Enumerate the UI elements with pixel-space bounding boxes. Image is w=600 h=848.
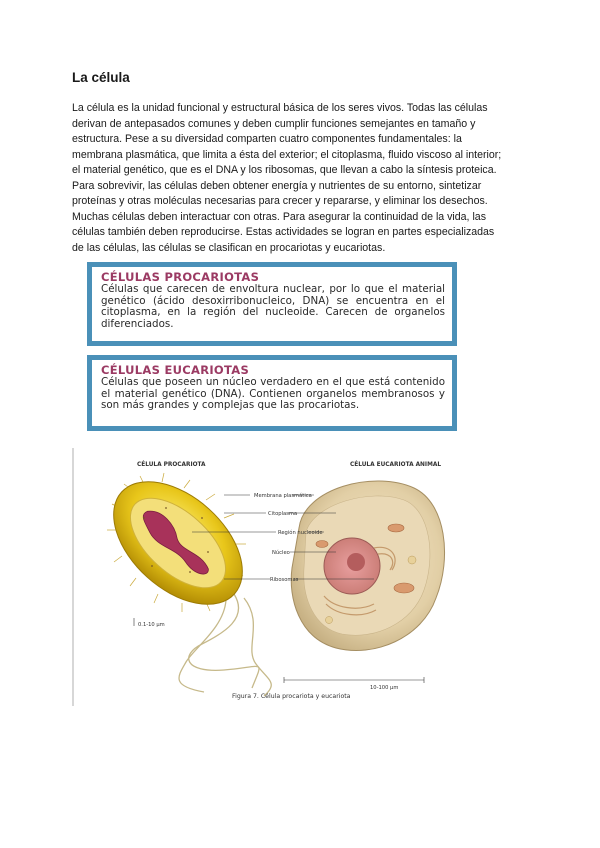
scale-right: 10-100 μm: [370, 685, 399, 691]
intro-line: Muchas células deben interactuar con otras. Para asegurar la continuidad de la vida, las: [72, 210, 486, 223]
intro-line: estructura. Pese a su diversidad comparten cuatro componentes fundamentales: la: [72, 133, 462, 145]
intro-line: proteínas y otras moléculas necesarias para crecer y repararse, y eliminar los desechos.: [72, 195, 488, 207]
intro-line: La célula es la unidad funcional y estructural básica de los seres vivos. Todas las células: [72, 102, 488, 114]
label-citoplasma: Citoplasma: [268, 511, 298, 517]
procariotas-title: CÉLULAS PROCARIOTAS: [101, 270, 260, 284]
scale-left: 0.1-10 μm: [138, 622, 165, 628]
intro-line: derivan de antepasados comunes y deben cumplir funciones semejantes en tamaño y: [72, 117, 476, 130]
right-figure-title: CÉLULA EUCARIOTA ANIMAL: [350, 462, 442, 468]
label-nucleo: Núcleo: [272, 550, 290, 556]
eucariotas-text: Células que poseen un núcleo verdadero en el que está contenido el material genético (DNA). Contienen organelos membranosos y son más grandes y complejas que las procariotas.: [101, 376, 445, 412]
left-figure-title: CÉLULA PROCARIOTA: [137, 462, 206, 468]
procariotas-box: [87, 262, 457, 346]
label-membrana: Membrana plasmática: [254, 493, 312, 499]
label-ribosomas: Ribosomas: [270, 577, 299, 583]
procariotas-text: Células que carecen de envoltura nuclear, por lo que el material genético (ácido desoxirribonucleico, DNA) se encuentra en el citoplasma, en la región del nucleoide. Carecen de organelos diferenciados.: [101, 283, 445, 330]
eucariotas-title: CÉLULAS EUCARIOTAS: [101, 363, 250, 377]
figure-caption: Figura 7. Célula procariota y eucariota: [232, 693, 351, 700]
cell-illustration: [74, 448, 454, 706]
cell-figure: [72, 448, 454, 706]
intro-line: Para sobrevivir, las células deben obtener energía y nutrientes de su entorno, sintetizar: [72, 179, 482, 192]
scale-bar-right: [284, 677, 424, 691]
bacterium-cell: [91, 458, 266, 628]
intro-line: de las células, las células se clasifican en procariotas y eucariotas.: [72, 241, 386, 254]
page-title: La célula: [72, 70, 130, 85]
intro-line: el material genético, que es el DNA y los ribosomas, que llevan a cabo la síntesis proteica.: [72, 164, 497, 176]
intro-line: células también deben reproducirse. Estas actividades se logran en partes especializadas: [72, 226, 495, 238]
intro-paragraph: [72, 101, 530, 256]
scale-bar-left: [134, 618, 165, 628]
eukaryotic-cell: [291, 481, 444, 651]
eucariotas-box: [87, 355, 457, 431]
label-nucleoide: Región nucleoide: [278, 530, 323, 536]
flagella: [179, 594, 271, 696]
intro-line: membrana plasmática, que limita a ésta del exterior; el citoplasma, fluido viscoso al interior;: [72, 148, 502, 161]
